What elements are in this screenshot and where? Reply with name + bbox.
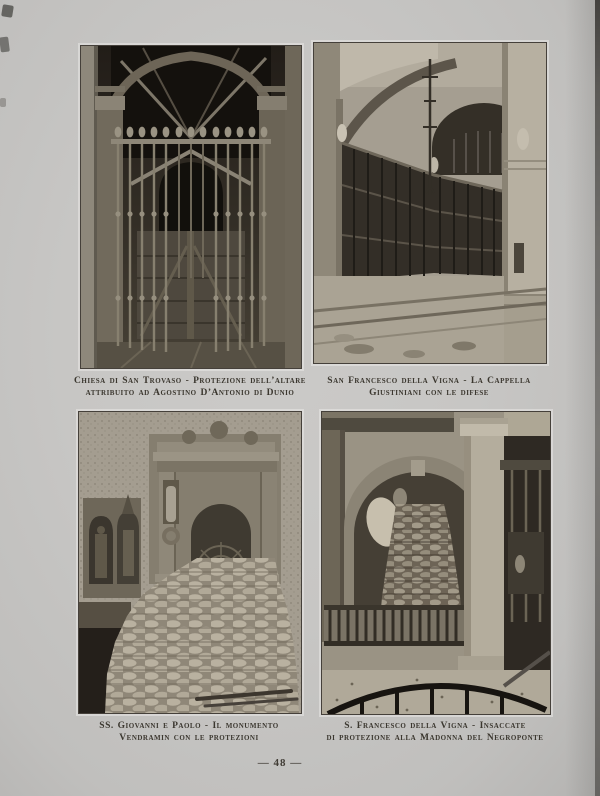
caption-line: SS. Giovanni e Paolo - Il monumento [99,721,279,731]
scan-artifact-mark [0,37,10,53]
caption-line: di protezione alla Madonna del Negroponte [326,733,544,743]
caption-negroponte [295,720,575,744]
photo-madonna-negroponte-image [322,412,550,714]
photo-cappella-giustiniani-image [314,43,546,363]
scan-artifact-mark [0,98,6,107]
scan-artifact-mark [1,4,14,18]
photo-vendramin-monument-image [79,412,301,713]
scan-edge-strip [595,0,600,796]
photo-madonna-negroponte [321,411,551,715]
caption-line: Chiesa di San Trovaso - Protezione dell’altare [74,376,306,386]
caption-line: attribuito ad Agostino D’Antonio di Dunio [85,388,295,398]
page-gutter-shadow [565,0,595,796]
caption-line: Vendramin con le protezioni [119,733,259,743]
caption-cappella-giustiniani [289,375,569,399]
caption-line: San Francesco della Vigna - La Cappella [327,376,531,386]
photo-san-trovaso-altar [80,45,302,369]
photo-san-trovaso-altar-image [81,46,301,368]
caption-vendramin [49,720,329,744]
photo-vendramin-monument [78,411,302,714]
photo-cappella-giustiniani [313,42,547,364]
caption-san-trovaso [50,375,330,399]
caption-line: S. Francesco della Vigna - Insaccate [344,721,526,731]
caption-line: Giustiniani con le difese [369,388,489,398]
page-number: — 48 — [257,757,303,769]
